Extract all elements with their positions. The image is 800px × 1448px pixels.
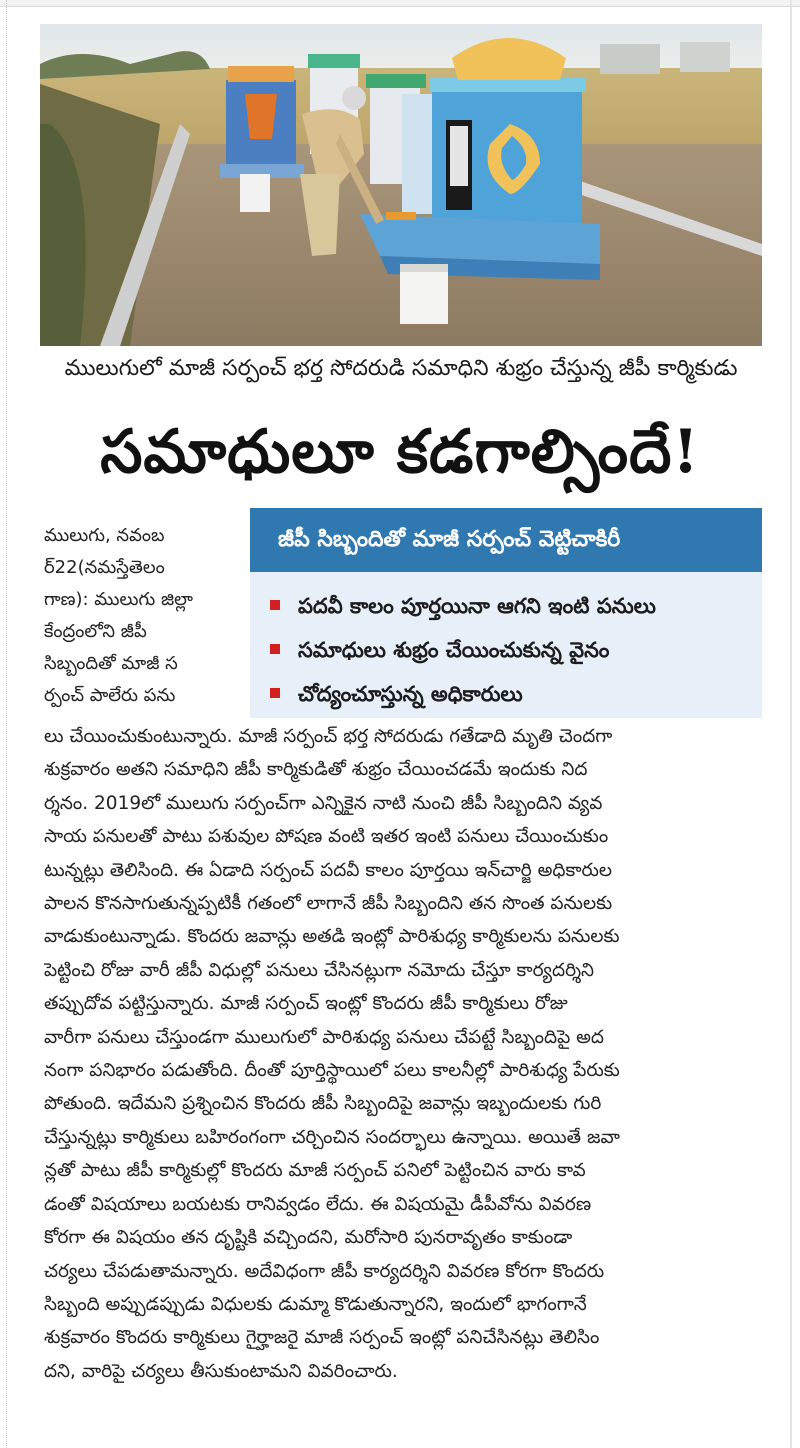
lead-line: కేంద్రంలోని జీపీ	[44, 621, 147, 642]
body-line: కోరగా ఈ విషయం తన దృష్టికి వచ్చిందని, మరోసారి పునరావృతం కాకుండా	[44, 1227, 573, 1249]
body-line: తప్పుదోవ పట్టిస్తున్నారు. మాజీ సర్పంచ్ ఇంట్లో కొందరు జీపీ కార్మికులు రోజు	[44, 993, 568, 1015]
highlight-item	[250, 628, 762, 672]
body-line: న్లతో పాటు జీపీ కార్మికుల్లో కొందరు మాజీ సర్పంచ్ పనిలో పెట్టించిన వారు కావ	[44, 1160, 586, 1182]
body-line: చర్యలు చేపడుతామన్నారు. అదేవిధంగా జీపీ కార్యదర్శిని వివరణ కోరగా కొందరు	[44, 1260, 605, 1282]
body-line: పోతుంది. ఇదేమని ప్రశ్నించిన కొందరు జీపీ సిబ్బందిపై జవాన్లు ఇబ్బందులకు గురి	[44, 1093, 602, 1115]
lead-paragraph	[44, 520, 244, 712]
body-line: డంతో విషయాలు బయటకు రానివ్వడం లేదు. ఈ విషయమై డీపీవోను వివరణ	[44, 1193, 592, 1215]
photo-icon	[40, 24, 762, 346]
body-line: నంగా పనిభారం పడుతోంది. దీంతో పూర్తిస్థాయిలో పలు కాలనీల్లో పారిశుధ్య పేరుకు	[44, 1060, 620, 1082]
body-line: టున్నట్లు తెలిసింది. ఈ ఏడాది సర్పంచ్ పదవీ కాలం పూర్తయి ఇన్‌చార్జి అధికారుల	[44, 859, 612, 881]
photo-caption: ములుగులో మాజీ సర్పంచ్ భర్త సోదరుడి సమాధిని శుభ్రం చేస్తున్న జీపీ కార్మికుడు	[64, 356, 738, 381]
body-line: ర్శనం. 2019లో ములుగు సర్పంచ్‌గా ఎన్నికైన నాటి నుంచి జీపీ సిబ్బందిని వ్యవ	[44, 792, 603, 814]
highlight-text: పదవీ కాలం పూర్తయినా ఆగని ఇంటి పనులు	[298, 594, 656, 618]
square-bullet-icon	[270, 688, 280, 698]
article-body	[44, 720, 764, 1388]
highlights-title: జీపీ సిబ్బందితో మాజీ సర్పంచ్ వెట్టిచాకిరీ	[250, 508, 762, 572]
body-line: సాయ పనులతో పాటు పశువుల పోషణ వంటి ఇతర ఇంటి పనులు చేయించుకుం	[44, 826, 609, 848]
highlight-text: చోద్యంచూస్తున్న అధికారులు	[298, 682, 523, 706]
body-line: వారీగా పనులు చేస్తుండగా ములుగులో పారిశుధ్య పనులు చేపట్టే సిబ్బందిపై అద	[44, 1026, 604, 1048]
body-line: పెట్టించి రోజు వారీ జీపీ విధుల్లో పనులు చేసినట్లుగా నమోదు చేస్తూ కార్యదర్శిని	[44, 959, 594, 981]
lead-line: ర్22(నమస్తేతెలం	[44, 557, 165, 578]
body-line: చేస్తున్నట్లు కార్మికులు బహిరంగంగా చర్చించిన సందర్భాలు ఉన్నాయి. అయితే జవా	[44, 1126, 620, 1148]
body-line: వాడుకుంటున్నాడు. కొందరు జవాన్లు అతడి ఇంట్లో పారిశుధ్య కార్మికులను పనులకు	[44, 926, 620, 948]
lead-line: సిబ్బందితో మాజీ స	[44, 653, 178, 674]
lead-line: ములుగు, నవంబ	[44, 525, 165, 546]
highlight-item	[250, 672, 762, 716]
square-bullet-icon	[270, 644, 280, 654]
body-line: దని, వారిపై చర్యలు తీసుకుంటామని వివరించారు.	[44, 1360, 398, 1382]
headline: సమాధులూ కడగాల్సిందే!	[100, 417, 700, 487]
body-line: సిబ్బంది అప్పుడప్పుడు విధులకు డుమ్మా కొడుతున్నారని, ఇందులో భాగంగానే	[44, 1293, 587, 1315]
body-line: శుక్రవారం కొందరు కార్మికులు గైర్హాజరై మాజీ సర్పంచ్ ఇంట్లో పనిచేసినట్లు తెలిసిం	[44, 1327, 600, 1349]
highlight-text: సమాధులు శుభ్రం చేయించుకున్న వైనం	[298, 638, 610, 662]
lead-line: గాణ): ములుగు జిల్లా	[44, 589, 193, 610]
highlights-box	[250, 508, 762, 718]
column-divider-right	[790, 0, 792, 1448]
news-photo	[40, 24, 762, 346]
square-bullet-icon	[270, 600, 280, 610]
body-line: శుక్రవారం అతని సమాధిని జీపీ కార్మికుడితో శుభ్రం చేయించడమే ఇందుకు నిద	[44, 759, 588, 781]
body-line: పాలన కొనసాగుతున్నప్పటికీ గతంలో లాగానే జీపీ సిబ్బందిని తన సొంత పనులకు	[44, 893, 613, 915]
lead-line: ర్పంచ్ పాలేరు పను	[44, 685, 176, 706]
highlight-item	[250, 584, 762, 628]
column-divider-left	[6, 0, 9, 1448]
body-line: లు చేయించుకుంటున్నారు. మాజీ సర్పంచ్ భర్త సోదరుడు గతేడాది మృతి చెందగా	[44, 726, 613, 747]
page-top-rule	[0, 0, 800, 7]
